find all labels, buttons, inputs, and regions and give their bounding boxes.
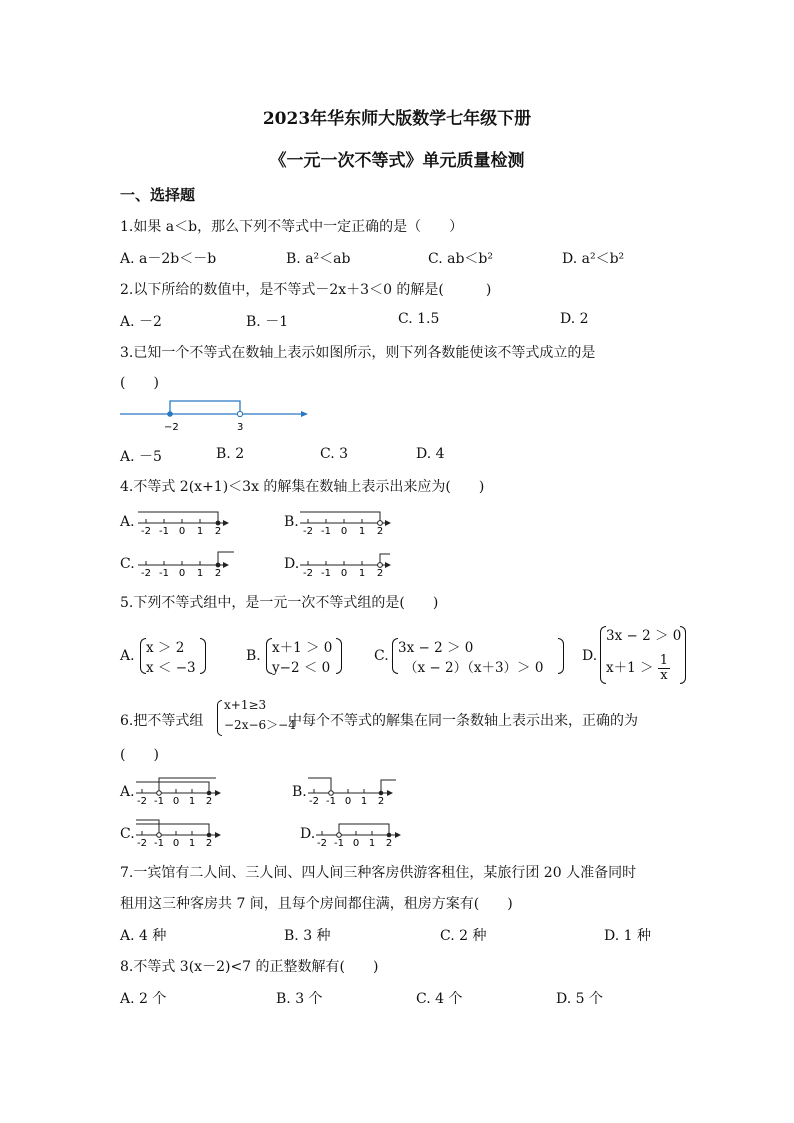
q6-number-line-d [314,816,410,852]
number-line-tick-label: 2 [376,568,384,578]
question-2-stem: 2.以下所给的数值中，是不等式－2x＋3＜0 的解是( ) [120,282,492,298]
question-6-stem: 6.把不等式组 [120,713,204,729]
number-line-tick-label: 2 [385,838,393,848]
q5-b-line2: y−2 ＜ 0 [272,660,331,676]
q4-option-a[interactable]: A. [120,514,135,530]
q1-option-c[interactable]: C. ab＜b² [428,251,493,267]
number-line-tick-label: -1 [159,568,169,578]
number-line-tick-label: -2 [303,568,313,578]
question-5-stem: 5.下列不等式组中，是一元一次不等式组的是( ) [120,595,439,611]
q2-option-d[interactable]: D. 2 [560,311,589,327]
q7-option-d[interactable]: D. 1 种 [604,928,651,944]
q5-d-line2: x＋1 ＞ $\frac{1}{x}$ [606,653,669,683]
q2-option-c[interactable]: C. 1.5 [398,311,440,327]
section-heading: 一、选择题 [120,186,196,204]
number-line-tick-label: -2 [317,838,327,848]
q5-c-line2: （x − 2）（x＋3）＞ 0 [404,660,544,676]
q3-option-d[interactable]: D. 4 [416,446,445,462]
number-line-tick-label: -2 [141,568,151,578]
q2-option-b[interactable]: B. －1 [246,314,289,330]
number-line-tick-label: 2 [205,838,213,848]
number-line-tick-label: 1 [358,526,366,536]
number-line-tick-label: 2 [214,568,222,578]
q4-number-line-a [136,506,236,540]
q3-option-b[interactable]: B. 2 [216,446,245,462]
q6-option-d[interactable]: D. [300,826,316,842]
number-line-tick-label: -1 [154,796,164,806]
q4-option-b[interactable]: B. [284,514,299,530]
q4-number-line-b [298,506,398,540]
q5-option-b[interactable]: B. [246,648,261,664]
number-line-tick-label: 0 [344,796,352,806]
q7-option-a[interactable]: A. 4 种 [120,928,167,944]
number-line-tick-label: 0 [352,838,360,848]
q5-c-line1: 3x − 2 ＞ 0 [398,640,474,656]
q2-option-a[interactable]: A. －2 [120,314,162,330]
q3-axis-label-3: 3 [237,422,244,433]
number-line-tick-label: 2 [205,796,213,806]
number-line-tick-label: -2 [137,796,147,806]
number-line-tick-label: 1 [358,568,366,578]
question-8-stem: 8.不等式 3(x－2)<7 的正整数解有( ) [120,959,379,975]
q5-option-d[interactable]: D. [582,648,598,664]
number-line-tick-label: 0 [172,838,180,848]
q6-system-brace [217,700,222,736]
number-line-tick-label: -1 [321,526,331,536]
question-3-stem-cont: ( ) [120,375,159,391]
page-subtitle: 《一元一次不等式》单元质量检测 [269,151,525,171]
q5-b-brace-right [336,638,342,674]
number-line-tick-label: 1 [360,796,368,806]
q6-option-b[interactable]: B. [292,784,307,800]
q5-c-brace-right [558,638,564,674]
number-line-tick-label: -1 [326,796,336,806]
q4-option-c[interactable]: C. [120,556,135,572]
number-line-tick-label: 1 [188,838,196,848]
q6-system-line2: −2x−6＞−4 [224,718,296,732]
question-4-stem: 4.不等式 2(x+1)＜3x 的解集在数轴上表示出来应为( ) [120,479,485,495]
q5-a-line1: x ＞ 2 [146,640,185,656]
number-line-tick-label: 0 [340,568,348,578]
number-line-tick-label: -2 [303,526,313,536]
q8-option-d[interactable]: D. 5 个 [556,991,603,1007]
question-6-stem-cont: ( ) [120,747,159,763]
number-line-tick-label: 0 [340,526,348,536]
number-line-tick-label: -1 [159,526,169,536]
number-line-tick-label: 2 [376,526,384,536]
q3-axis-label-neg2: −2 [164,422,179,433]
number-line-tick-label: -1 [154,838,164,848]
q6-system-line1: x+1≥3 [224,698,267,712]
question-7-stem: 7.一宾馆有二人间、三人间、四人间三种客房供游客租住，某旅行团 20 人准备同时 [120,865,637,881]
q4-number-line-c [136,548,236,582]
q8-option-c[interactable]: C. 4 个 [416,991,463,1007]
q1-option-b[interactable]: B. a²＜ab [286,251,351,267]
number-line-tick-label: 2 [214,526,222,536]
q6-number-line-a [134,774,230,810]
number-line-tick-label: -1 [334,838,344,848]
q7-option-b[interactable]: B. 3 种 [284,928,331,944]
number-line-tick-label: 0 [178,526,186,536]
page-title: 2023年华东师大版数学七年级下册 [262,109,532,129]
q3-number-line [118,396,318,440]
q3-option-c[interactable]: C. 3 [320,446,349,462]
number-line-tick-label: 1 [188,796,196,806]
q6-option-a[interactable]: A. [120,784,135,800]
q1-option-a[interactable]: A. a－2b＜－b [120,251,217,267]
q5-d-line1: 3x − 2 ＞ 0 [606,628,682,644]
number-line-tick-label: 1 [196,526,204,536]
question-3-stem: 3.已知一个不等式在数轴上表示如图所示，则下列各数能使该不等式成立的是 [120,345,596,361]
question-6-stem-after: 中每个不等式的解集在同一条数轴上表示出来，正确的为 [288,713,638,729]
q8-option-a[interactable]: A. 2 个 [120,991,167,1007]
q6-number-line-b [306,774,402,810]
q1-option-d[interactable]: D. a²＜b² [562,251,625,267]
number-line-tick-label: 1 [368,838,376,848]
question-7-stem-cont: 租用这三种客房共 7 间，且每个房间都住满，租房方案有( ) [120,896,513,912]
q5-a-line2: x ＜ −3 [146,660,196,676]
number-line-tick-label: -2 [137,838,147,848]
q4-option-d[interactable]: D. [284,556,300,572]
q5-b-line1: x＋1 ＞ 0 [272,640,333,656]
q3-option-a[interactable]: A. －5 [120,449,162,465]
number-line-tick-label: 0 [178,568,186,578]
q5-option-c[interactable]: C. [374,648,389,664]
q7-option-c[interactable]: C. 2 种 [440,928,487,944]
number-line-tick-label: 1 [196,568,204,578]
q6-option-c[interactable]: C. [120,826,135,842]
q6-number-line-c [134,816,230,852]
q8-option-b[interactable]: B. 3 个 [276,991,323,1007]
question-1-stem: 1.如果 a＜b，那么下列不等式中一定正确的是（ ） [120,219,464,235]
q4-number-line-d [298,548,398,582]
number-line-tick-label: -2 [141,526,151,536]
number-line-tick-label: 2 [377,796,385,806]
q5-a-brace-right [200,638,206,674]
number-line-tick-label: 0 [172,796,180,806]
number-line-tick-label: -2 [309,796,319,806]
number-line-tick-label: -1 [321,568,331,578]
q5-option-a[interactable]: A. [120,648,135,664]
